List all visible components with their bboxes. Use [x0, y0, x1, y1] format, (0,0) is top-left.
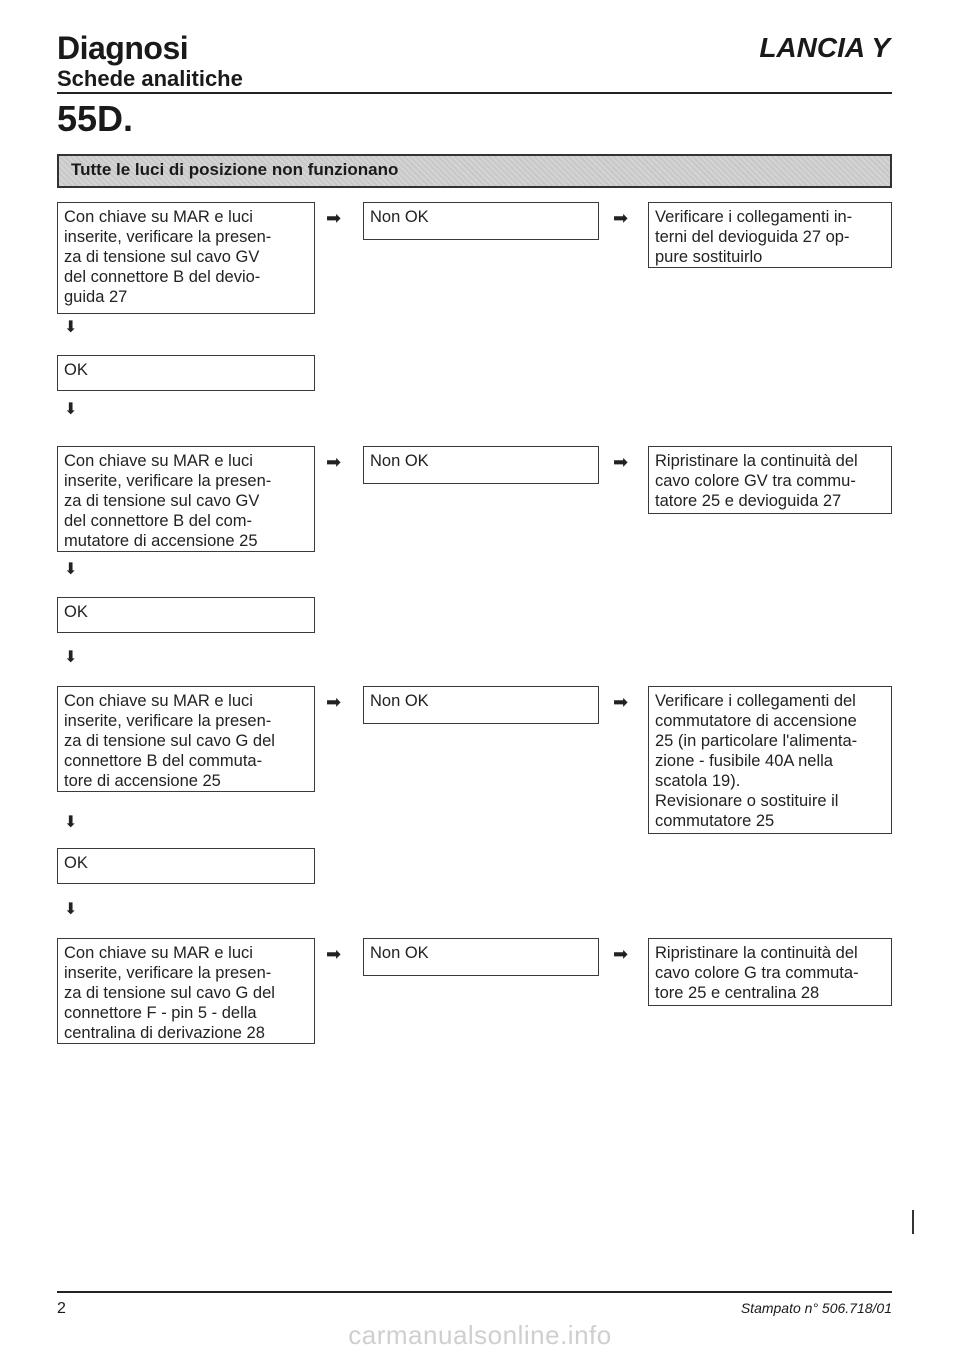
arrow-down-icon: ⬇: [64, 319, 78, 336]
arrow-down-icon: ⬇: [64, 561, 78, 578]
fail-box-2: Non OK: [363, 446, 599, 484]
check-box-1: Con chiave su MAR e luci inserite, verificare la presen- za di tensione sul cavo GV del connettore B del devio- guida 27: [57, 202, 315, 314]
check-box-2: Con chiave su MAR e luci inserite, verificare la presen- za di tensione sul cavo GV del connettore B del com- mutatore di accensione 25: [57, 446, 315, 552]
symptom-text: Tutte le luci di posizione non funzionano: [71, 160, 399, 179]
action-box-3: Verificare i collegamenti del commutatore di accensione 25 (in particolare l'alimenta- zione - fusibile 40A nella scatola 19). Revisionare o sostituire il commutatore 25: [648, 686, 892, 834]
ok-box-2: OK: [57, 597, 315, 633]
brand-name: LANCIA Y: [759, 32, 890, 63]
arrow-down-icon: ⬇: [64, 649, 78, 666]
check-box-4: Con chiave su MAR e luci inserite, verificare la presen- za di tensione sul cavo G del connettore F - pin 5 - della centralina di derivazione 28: [57, 938, 315, 1044]
action-box-4: Ripristinare la continuità del cavo colore G tra commuta- tore 25 e centralina 28: [648, 938, 892, 1006]
fail-box-4: Non OK: [363, 938, 599, 976]
arrow-right-icon: ➡: [613, 692, 629, 712]
procedure-code: 55D.: [57, 98, 134, 139]
print-reference: Stampato n° 506.718/01: [740, 1300, 892, 1316]
fail-box-3: Non OK: [363, 686, 599, 724]
page-number: 2: [57, 1300, 66, 1317]
section-subtitle: Schede analitiche: [57, 66, 243, 91]
action-box-1: Verificare i collegamenti in- terni del devioguida 27 op- pure sostituirlo: [648, 202, 892, 268]
footer-divider: [57, 1291, 892, 1293]
arrow-right-icon: ➡: [613, 452, 629, 472]
action-box-2: Ripristinare la continuità del cavo colore GV tra commu- tatore 25 e devioguida 27: [648, 446, 892, 514]
watermark: carmanualsonline.info: [348, 1320, 612, 1350]
arrow-down-icon: ⬇: [64, 401, 78, 418]
section-title: Diagnosi: [57, 30, 189, 66]
arrow-right-icon: ➡: [326, 692, 342, 712]
symptom-banner: [57, 154, 892, 188]
arrow-right-icon: ➡: [326, 208, 342, 228]
arrow-right-icon: ➡: [613, 944, 629, 964]
arrow-right-icon: ➡: [613, 208, 629, 228]
ok-box-1: OK: [57, 355, 315, 391]
arrow-right-icon: ➡: [326, 944, 342, 964]
fail-box-1: Non OK: [363, 202, 599, 240]
arrow-down-icon: ⬇: [64, 901, 78, 918]
check-box-3: Con chiave su MAR e luci inserite, verificare la presen- za di tensione sul cavo G del connettore B del commuta- tore di accensione 25: [57, 686, 315, 792]
margin-mark: [912, 1210, 914, 1234]
header-divider: [57, 92, 892, 94]
arrow-right-icon: ➡: [326, 452, 342, 472]
arrow-down-icon: ⬇: [64, 814, 78, 831]
ok-box-3: OK: [57, 848, 315, 884]
